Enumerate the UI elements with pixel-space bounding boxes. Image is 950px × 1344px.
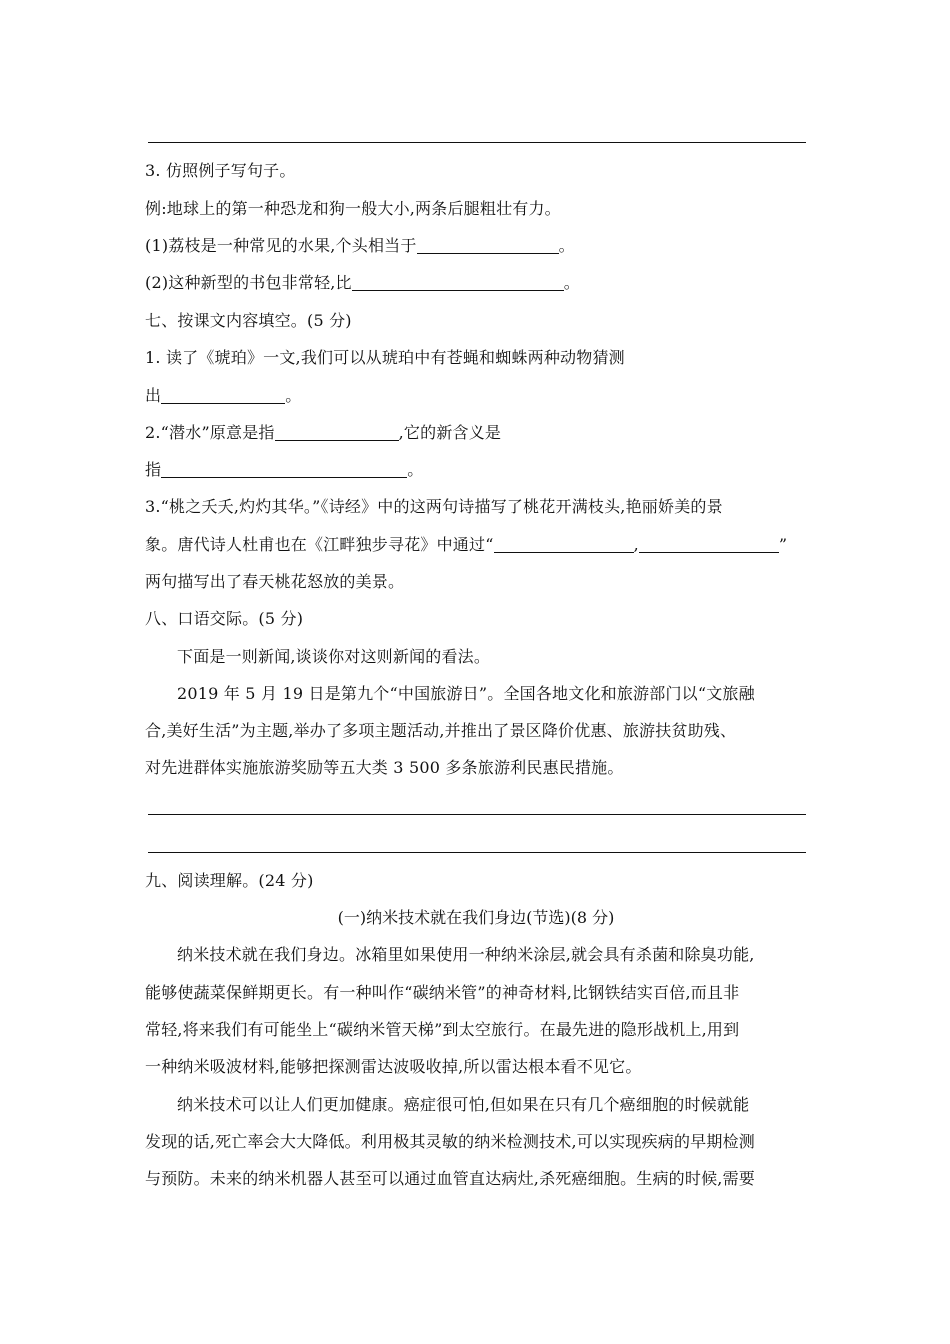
section-7-q1-line2: 出 。 bbox=[145, 386, 302, 405]
news-line-1: 2019 年 5 月 19 日是第九个“中国旅游日”。全国各地文化和旅游部门以“文旅融 bbox=[177, 684, 755, 703]
passage-title: (一)纳米技术就在我们身边(节选)(8 分) bbox=[337, 908, 615, 927]
passage-p1-line3: 常轻,将来我们有可能坐上“碳纳米管天梯”到太空旅行。在最先进的隐形战机上,用到 bbox=[145, 1020, 740, 1039]
section-7-q3-line1: 3.“桃之夭夭,灼灼其华。”《诗经》中的这两句诗描写了桃花开满枝头,艳丽娇美的景 bbox=[145, 497, 723, 516]
fill-blank[interactable] bbox=[161, 460, 407, 478]
passage-p1-line2: 能够使蔬菜保鲜期更长。有一种叫作“碳纳米管”的神奇材料,比钢铁结实百倍,而且非 bbox=[145, 983, 740, 1002]
passage-p2-line3: 与预防。未来的纳米机器人甚至可以通过血管直达病灶,杀死癌细胞。生病的时候,需要 bbox=[145, 1169, 755, 1188]
passage-p2-line1: 纳米技术可以让人们更加健康。癌症很可怕,但如果在只有几个癌细胞的时候就能 bbox=[177, 1095, 750, 1114]
fill-blank[interactable] bbox=[161, 386, 285, 404]
passage-p1-line4: 一种纳米吸波材料,能够把探测雷达波吸收掉,所以雷达根本看不见它。 bbox=[145, 1057, 642, 1076]
fill-blank[interactable] bbox=[417, 236, 559, 254]
fill-blank[interactable] bbox=[639, 535, 779, 553]
section-8-intro: 下面是一则新闻,谈谈你对这则新闻的看法。 bbox=[177, 647, 491, 666]
fill-blank[interactable] bbox=[352, 273, 564, 291]
section-7-q2-line1: 2.“潜水”原意是指 ,它的新含义是 bbox=[145, 423, 502, 442]
fill-blank[interactable] bbox=[494, 535, 634, 553]
fill-blank[interactable] bbox=[275, 423, 399, 441]
question-3-2: (2)这种新型的书包非常轻,比 。 bbox=[145, 273, 580, 292]
answer-line-top bbox=[148, 142, 806, 143]
answer-line-1[interactable] bbox=[148, 814, 806, 815]
section-7-q2-line2: 指 。 bbox=[145, 460, 424, 479]
question-3-example: 例:地球上的第一种恐龙和狗一般大小,两条后腿粗壮有力。 bbox=[145, 199, 561, 218]
section-7-q1-line1: 1. 读了《琥珀》一文,我们可以从琥珀中有苍蝇和蜘蛛两种动物猜测 bbox=[145, 348, 625, 367]
passage-p1-line1: 纳米技术就在我们身边。冰箱里如果使用一种纳米涂层,就会具有杀菌和除臭功能, bbox=[177, 945, 755, 964]
news-line-2: 合,美好生活”为主题,举办了多项主题活动,并推出了景区降价优惠、旅游扶贫助残、 bbox=[145, 721, 737, 740]
news-line-3: 对先进群体实施旅游奖励等五大类 3 500 多条旅游利民惠民措施。 bbox=[145, 758, 624, 777]
section-8-title: 八、口语交际。(5 分) bbox=[145, 609, 304, 628]
question-3-1: (1)荔枝是一种常见的水果,个头相当于 。 bbox=[145, 236, 575, 255]
section-7-q3-line2: 象。唐代诗人杜甫也在《江畔独步寻花》中通过“ , ” bbox=[145, 535, 788, 554]
answer-line-2[interactable] bbox=[148, 852, 806, 853]
section-7-q3-line3: 两句描写出了春天桃花怒放的美景。 bbox=[145, 572, 405, 591]
passage-p2-line2: 发现的话,死亡率会大大降低。利用极其灵敏的纳米检测技术,可以实现疾病的早期检测 bbox=[145, 1132, 755, 1151]
section-7-title: 七、按课文内容填空。(5 分) bbox=[145, 311, 352, 330]
section-9-title: 九、阅读理解。(24 分) bbox=[145, 871, 314, 890]
question-3-title: 3. 仿照例子写句子。 bbox=[145, 161, 296, 180]
